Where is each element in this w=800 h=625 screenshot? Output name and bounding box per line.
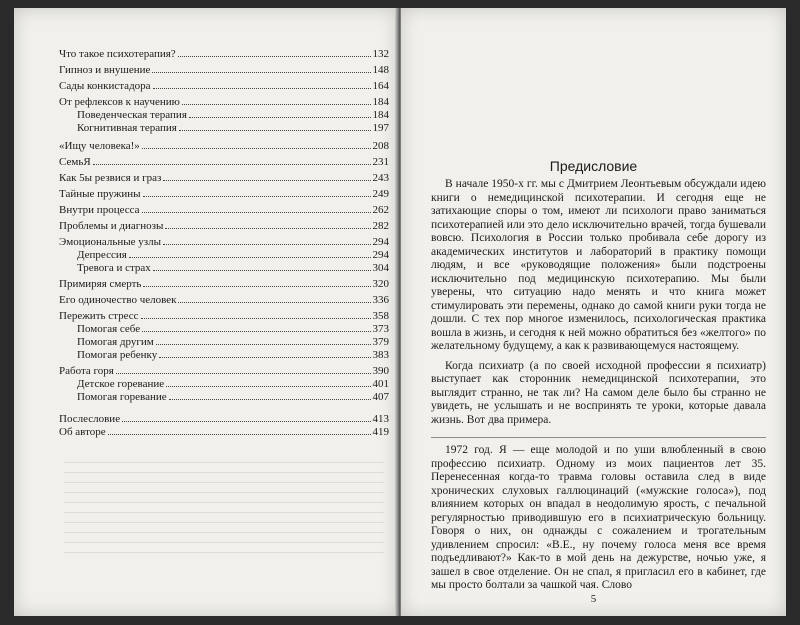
toc-leader-dots <box>178 302 370 303</box>
toc-title: Помогая себе <box>77 323 141 335</box>
table-of-contents <box>59 48 389 439</box>
section-rule <box>431 437 766 438</box>
toc-leader-dots <box>122 421 370 422</box>
toc-leader-dots <box>182 104 371 105</box>
toc-page-number: 383 <box>372 349 389 361</box>
toc-leader-dots <box>163 180 370 181</box>
toc-row <box>59 188 389 201</box>
toc-title: Пережить стресс <box>59 310 139 322</box>
toc-page-number: 148 <box>372 64 389 76</box>
toc-row <box>59 294 389 307</box>
toc-row <box>59 310 389 323</box>
toc-page-number: 262 <box>372 204 389 216</box>
toc-title: Как 5ы резвися и граз <box>59 172 162 184</box>
toc-title: Внутри процесса <box>59 204 140 216</box>
paragraph-1: В начале 1950-х гг. мы с Дмитрием Леонтьевым обсуждали идею книги о немедицинской психотерапии. И сегодня еще не затихающие споры о том, имеют ли психологи право заниматься психотерапией или это дело исключительно врачей, тогда бушевали вовсю. Психология в России только пробивала себе дорогу из академических институтов и лабораторий в практику помощи людям, и все «руководящие положения» были подстроены исключительно под медицинскую психотерапию. Мы были уверены, что ситуацию надо менять и что книга может стимулировать эти перемены, однако до самой книги руки тогда не дошли. С тех пор многое изменилось, психологическая практика вошла в жизнь, и сегодня к ней можно обратиться без «желтого» по желательному будущему, а как к развивающемуся настоящему. <box>431 178 766 352</box>
toc-row <box>59 156 389 169</box>
toc-title: От рефлексов к научению <box>59 96 180 108</box>
toc-title: Когнитивная терапия <box>77 122 177 134</box>
toc-title: Детское горевание <box>77 378 165 390</box>
toc-page-number: 320 <box>372 278 389 290</box>
toc-leader-dots <box>166 386 370 387</box>
toc-page-number: 197 <box>372 122 389 134</box>
toc-page-number: 294 <box>372 236 389 248</box>
toc-title: Помогая горевание <box>77 391 167 403</box>
toc-title: Работа горя <box>59 365 114 377</box>
right-page <box>401 8 786 616</box>
toc-row <box>59 336 389 349</box>
toc-leader-dots <box>153 270 371 271</box>
toc-leader-dots <box>116 373 371 374</box>
toc-title: Эмоциональные узлы <box>59 236 162 248</box>
toc-leader-dots <box>143 286 370 287</box>
toc-row <box>59 236 389 249</box>
toc-leader-dots <box>141 318 371 319</box>
toc-page-number: 294 <box>372 249 389 261</box>
toc-page-number: 304 <box>372 262 389 274</box>
toc-row <box>59 48 389 61</box>
toc-leader-dots <box>108 434 371 435</box>
toc-row <box>59 413 389 426</box>
toc-row <box>59 365 389 378</box>
toc-title: Об авторе <box>59 426 106 438</box>
toc-row <box>59 378 389 391</box>
paragraph-2: Когда психиатр (а по своей исходной профессии я психиатр) выступает как сторонник немедицинской психотерапии, это выглядит странно, не так ли? На самом деле было бы странно не увидеть, не услышать и не воспринять те уроки, которые давала жизнь. Вот два примера. <box>431 359 766 426</box>
toc-row <box>59 80 389 93</box>
toc-page-number: 243 <box>372 172 389 184</box>
toc-title: Депрессия <box>77 249 127 261</box>
toc-page-number: 390 <box>372 365 389 377</box>
toc-title: Поведенческая терапия <box>77 109 187 121</box>
toc-row <box>59 391 389 404</box>
show-through <box>64 453 384 573</box>
toc-page-number: 373 <box>372 323 389 335</box>
toc-title: «Ищу человека!» <box>59 140 140 152</box>
toc-row <box>59 249 389 262</box>
toc-title: Послесловие <box>59 413 121 425</box>
toc-leader-dots <box>129 257 371 258</box>
toc-leader-dots <box>178 56 371 57</box>
toc-row <box>59 349 389 362</box>
toc-leader-dots <box>169 399 371 400</box>
toc-leader-dots <box>142 331 370 332</box>
toc-page-number: 401 <box>372 378 389 390</box>
toc-title: СемьЯ <box>59 156 91 168</box>
toc-title: Сады конкистадора <box>59 80 151 92</box>
toc-row <box>59 96 389 109</box>
toc-page-number: 208 <box>372 140 389 152</box>
toc-leader-dots <box>142 148 371 149</box>
toc-page-number: 282 <box>372 220 389 232</box>
toc-page-number: 419 <box>372 426 389 438</box>
toc-row <box>59 172 389 185</box>
toc-page-number: 184 <box>372 109 389 121</box>
toc-row <box>59 323 389 336</box>
toc-row <box>59 122 389 135</box>
toc-page-number: 336 <box>372 294 389 306</box>
toc-row <box>59 262 389 275</box>
toc-row <box>59 64 389 77</box>
toc-row <box>59 109 389 122</box>
toc-page-number: 231 <box>372 156 389 168</box>
toc-leader-dots <box>165 228 370 229</box>
toc-title: Гипноз и внушение <box>59 64 151 76</box>
toc-row <box>59 426 389 439</box>
toc-leader-dots <box>189 117 371 118</box>
toc-row <box>59 278 389 291</box>
toc-title: Тайные пружины <box>59 188 141 200</box>
toc-leader-dots <box>152 72 370 73</box>
toc-leader-dots <box>156 344 371 345</box>
page-heading: Предисловие <box>549 158 638 174</box>
toc-leader-dots <box>143 196 371 197</box>
toc-row <box>59 204 389 217</box>
toc-row <box>59 140 389 153</box>
toc-page-number: 184 <box>372 96 389 108</box>
toc-page-number: 379 <box>372 336 389 348</box>
toc-title: Его одиночество человек <box>59 294 177 306</box>
toc-page-number: 358 <box>372 310 389 322</box>
toc-row <box>59 220 389 233</box>
toc-page-number: 413 <box>372 413 389 425</box>
toc-page-number: 132 <box>372 48 389 60</box>
toc-title: Проблемы и диагнозы <box>59 220 164 232</box>
toc-leader-dots <box>159 357 370 358</box>
toc-title: Тревога и страх <box>77 262 151 274</box>
body-text <box>431 178 766 593</box>
toc-leader-dots <box>153 88 371 89</box>
left-page <box>14 8 397 616</box>
toc-page-number: 164 <box>372 80 389 92</box>
toc-leader-dots <box>163 244 370 245</box>
toc-leader-dots <box>179 130 371 131</box>
toc-leader-dots <box>142 212 371 213</box>
toc-title: Помогая ребенку <box>77 349 158 361</box>
toc-page-number: 407 <box>372 391 389 403</box>
page-number: 5 <box>590 593 597 605</box>
toc-title: Примиряя смерть <box>59 278 142 290</box>
toc-title: Помогая другим <box>77 336 154 348</box>
toc-title: Что такое психотерапия? <box>59 48 176 60</box>
paragraph-3: 1972 год. Я — еще молодой и по уши влюбленный в свою профессию психиатр. Одному из моих пациентов лет 35. Перенесенная когда-то травма головы оставила след в виде хронических слуховых галлюцинаций («мужские голоса»), под влиянием которых он впадал в неодолимую ярость, с печальной регулярностью приводившую его в психиатрическую больницу. Говоря о них, он однажды с сожалением и трогательным удивлением спросил: «В.Е., ну почему голоса меня все время подъедливают?» Как-то в мой день на дежурстве, ночью уже, я зашел в свое отделение. Он не спал, я пригласил его в кабинет, где мы просто болтали за чашкой чая. Слово <box>431 444 766 591</box>
toc-page-number: 249 <box>372 188 389 200</box>
toc-leader-dots <box>93 164 371 165</box>
